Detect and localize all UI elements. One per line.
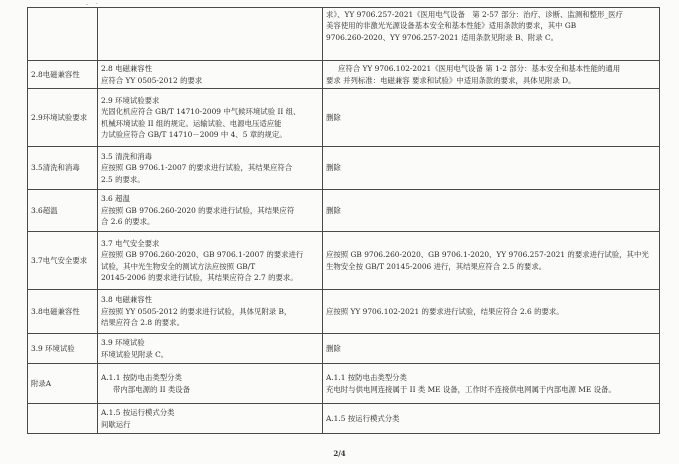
revised-cell — [323, 8, 660, 61]
original-line: 光固化机应符合 GB/T 14710-2009 中气候环境试验 II 组、 — [101, 107, 301, 117]
original-line: A.1.1 按防电击类型分类 — [101, 373, 182, 383]
revised-cell — [323, 364, 660, 404]
clause-cell: 3.5清洗和消毒 — [28, 147, 98, 190]
original-line: 合 2.6 的要求。 — [101, 217, 155, 227]
table-row — [28, 334, 660, 364]
original-line: 3.6 超温 — [101, 194, 130, 204]
table-row — [28, 404, 660, 434]
revised-cell — [323, 61, 660, 89]
original-line: 应按照 GB 9706.1-2007 的要求进行试验，其结果应符合 — [101, 163, 293, 173]
page-number: 2/4 — [333, 449, 346, 458]
revised-line: A.1.1 按防电击类型分类 — [326, 373, 407, 383]
revised-line: 生物安全按 GB/T 20145-2006 进行，其结果应符合 2.5 的要求。 — [326, 261, 547, 271]
revision-table — [27, 7, 660, 434]
table-row — [28, 290, 660, 334]
revised-cell: 删除 — [323, 190, 660, 232]
table-row — [28, 190, 660, 232]
revised-cell: 应按照 YY 9706.102-2021 的要求进行试验，结果应符合 2.6 的要求。 — [323, 290, 660, 334]
revised-cell — [323, 232, 660, 290]
original-line: 2.9 环境试验要求 — [101, 95, 160, 105]
clause-cell: 3.8电磁兼容性 — [28, 290, 98, 334]
original-line: 应按照 GB 9706.260-2020、GB 9706.1-2007 的要求进行 — [101, 250, 304, 260]
table-row — [28, 147, 660, 190]
revised-cell: 删除 — [323, 147, 660, 190]
original-line: 3.8 电磁兼容性 — [101, 295, 153, 305]
original-cell — [98, 404, 323, 434]
original-cell — [98, 364, 323, 404]
original-line: 力试验应符合 GB/T 14710－2009 中 4、5 章的规定。 — [101, 129, 287, 139]
revised-line: 充电时与供电网连接属于 II 类 ME 设备，工作时不连接供电网属于内部电源 ME 设备。 — [326, 384, 616, 394]
clause-cell — [28, 8, 98, 61]
original-line: 应按照 YY 0505-2012 的要求进行试验，具体见附录 B， — [101, 306, 292, 316]
original-line: 20145-2006 的要求进行试验，其结果应符合 2.7 的要求。 — [101, 272, 298, 282]
revised-line: 9706.260-2020、YY 9706.257-2021 适用条款见附录 B、附录 C。 — [326, 32, 559, 42]
revised-line: 应符合 YY 9706.102-2021《医用电气设备 第 1-2 部分：基本安全和基本性能的通用 — [338, 64, 621, 74]
clause-cell: 2.8电磁兼容性 — [28, 61, 98, 89]
original-cell — [98, 290, 323, 334]
original-cell — [98, 190, 323, 232]
original-cell — [98, 232, 323, 290]
clause-cell: 2.9环境试验要求 — [28, 89, 98, 147]
revised-cell: 删除 — [323, 334, 660, 364]
revised-line: 要求 并列标准：电磁兼容 要求和试验》中适用条款的要求，具体见附录 D。 — [326, 75, 576, 85]
original-line: 应按照 GB 9706.260-2020 的要求进行试验，其结果应符 — [101, 205, 295, 215]
original-line: 2.5 的要求。 — [101, 174, 145, 184]
table-row — [28, 232, 660, 290]
original-cell — [98, 8, 323, 61]
revised-line: 应按照 GB 9706.260-2020、GB 9706.1-2020、YY 9706.257-2021 的要求进行试验，其中光 — [326, 250, 649, 260]
original-line: 3.9 环境试验 — [101, 338, 145, 348]
clause-cell: 附录A — [28, 364, 98, 404]
original-line: 机械环境试验 II 组的规定。运输试验、电源电压适应能 — [101, 118, 282, 128]
original-line: 带内部电源的 II 类设备 — [113, 384, 191, 394]
original-line: 2.8 电磁兼容性 — [101, 64, 153, 74]
original-line: 应符合 YY 0505-2012 的要求 — [101, 75, 203, 85]
original-cell — [98, 334, 323, 364]
original-line: 结果应符合 2.8 的要求。 — [101, 318, 184, 328]
table-row — [28, 364, 660, 404]
original-line: 试验，其中光生物安全的测试方法应按照 GB/T — [101, 261, 256, 271]
revised-line: 求》、YY 9706.257-2021《医用电气设备 第 2-57 部分：治疗、诊断、监测和整形_医疗 — [326, 10, 623, 19]
original-line: 3.7 电气安全要求 — [101, 238, 160, 248]
original-line: 间歇运行 — [101, 419, 131, 429]
original-line: A.1.5 按运行模式分类 — [101, 408, 175, 418]
original-cell — [98, 61, 323, 89]
table-row — [28, 89, 660, 147]
table-row — [28, 61, 660, 89]
table-row — [28, 8, 660, 61]
original-line: 3.5 清洗和消毒 — [101, 151, 153, 161]
clause-cell — [28, 404, 98, 434]
clause-cell: 3.9 环境试验 — [28, 334, 98, 364]
revised-cell: 删除 — [323, 89, 660, 147]
original-line: 环境试验见附录 C。 — [101, 349, 169, 359]
original-cell — [98, 147, 323, 190]
clause-cell: 3.6超温 — [28, 190, 98, 232]
top-margin-marks: - · — [86, 1, 101, 8]
clause-cell: 3.7电气安全要求 — [28, 232, 98, 290]
original-cell — [98, 89, 323, 147]
revised-cell: A.1.5 按运行模式分类 — [323, 404, 660, 434]
revised-line: 美容使用的非激光光源设备基本安全和基本性能》适用条款的要求，其中 GB — [326, 21, 577, 31]
